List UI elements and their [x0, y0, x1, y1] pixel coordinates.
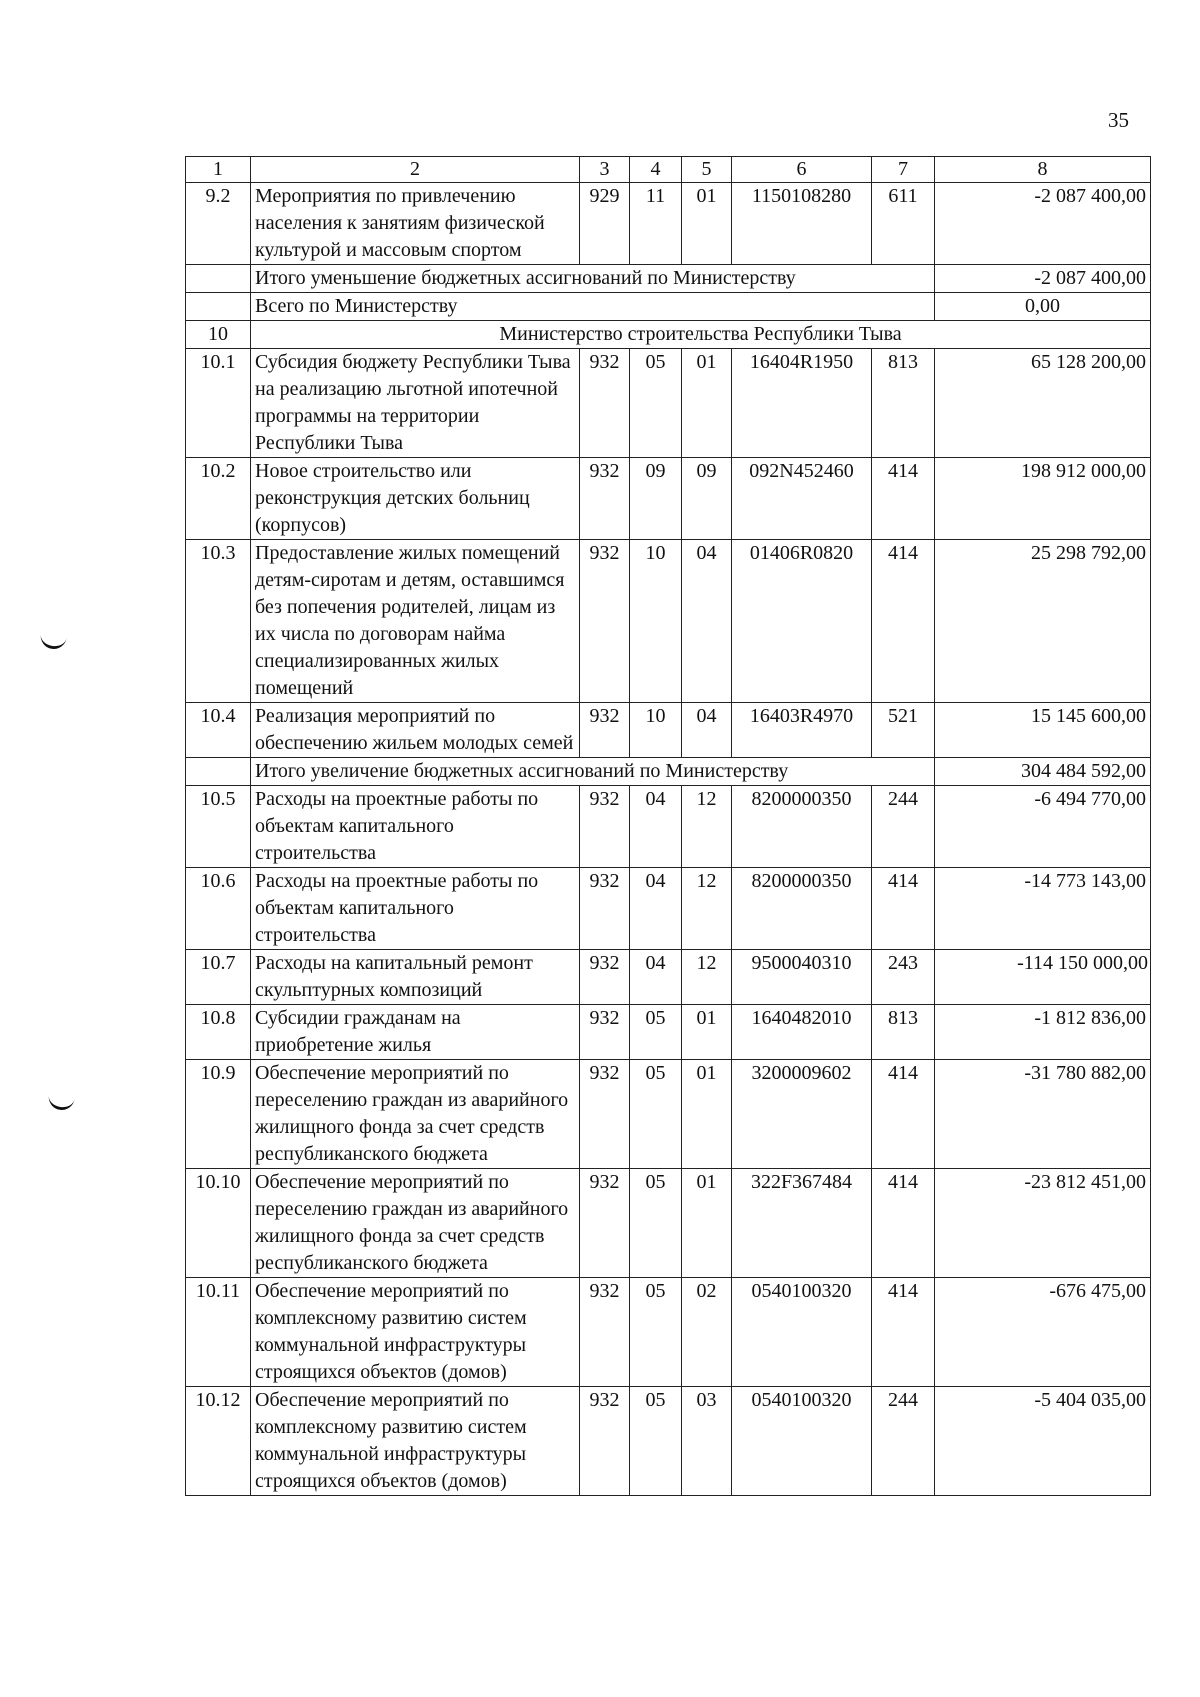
row-number: 10.8: [186, 1005, 251, 1060]
row-name: Обеспечение мероприятий по комплексному развитию систем коммунальной инфраструктуры строящихся объектов (домов): [251, 1278, 580, 1387]
cell-c3: 932: [580, 703, 630, 758]
cell-c5: 04: [682, 540, 732, 703]
cell-c7: 243: [872, 950, 935, 1005]
cell-c5: 04: [682, 703, 732, 758]
cell-c4: 09: [630, 458, 682, 540]
row-number: 10.1: [186, 349, 251, 458]
cell-amount: -6 494 770,00: [935, 786, 1151, 868]
cell-c6: 8200000350: [732, 786, 872, 868]
total-label: Итого увеличение бюджетных ассигнований по Министерству: [251, 758, 935, 786]
row-name: Расходы на капитальный ремонт скульптурных композиций: [251, 950, 580, 1005]
cell-c4: 05: [630, 349, 682, 458]
cell-c7: 244: [872, 1387, 935, 1496]
row-number: 10.5: [186, 786, 251, 868]
cell-amount: 65 128 200,00: [935, 349, 1151, 458]
row-name: Обеспечение мероприятий по переселению граждан из аварийного жилищного фонда за счет средств республиканского бюджета: [251, 1060, 580, 1169]
cell-c6: 01406R0820: [732, 540, 872, 703]
cell-c5: 12: [682, 786, 732, 868]
cell-c5: 09: [682, 458, 732, 540]
total-label: Всего по Министерству: [251, 293, 935, 321]
row-number: 9.2: [186, 183, 251, 265]
table-row: [186, 540, 1151, 703]
row-name: Предоставление жилых помещений детям-сиротам и детям, оставшимся без попечения родителей, лицам из их числа по договорам найма специализированных жилых помещений: [251, 540, 580, 703]
cell-c4: 05: [630, 1278, 682, 1387]
cell-c6: 16403R4970: [732, 703, 872, 758]
cell-c3: 932: [580, 950, 630, 1005]
total-label: Итого уменьшение бюджетных ассигнований по Министерству: [251, 265, 935, 293]
cell-c3: 932: [580, 458, 630, 540]
column-header-row: [186, 157, 1151, 183]
row-number: 10.11: [186, 1278, 251, 1387]
total-decrease-row: [186, 265, 1151, 293]
table-row: [186, 786, 1151, 868]
cell-c4: 10: [630, 703, 682, 758]
row-number: 10.7: [186, 950, 251, 1005]
cell-c7: 813: [872, 349, 935, 458]
cell-c6: 322F367484: [732, 1169, 872, 1278]
cell-c4: 05: [630, 1060, 682, 1169]
cell-c6: 1640482010: [732, 1005, 872, 1060]
cell-c4: 05: [630, 1169, 682, 1278]
cell-amount: 25 298 792,00: [935, 540, 1151, 703]
cell-c7: 414: [872, 458, 935, 540]
cell-c6: 092N452460: [732, 458, 872, 540]
table-row: [186, 458, 1151, 540]
section-title: Министерство строительства Республики Тыва: [251, 321, 1151, 349]
table-row: [186, 1005, 1151, 1060]
cell-c6: 1150108280: [732, 183, 872, 265]
row-name: Новое строительство или реконструкция детских больниц (корпусов): [251, 458, 580, 540]
cell-amount: -23 812 451,00: [935, 1169, 1151, 1278]
cell-c3: 929: [580, 183, 630, 265]
table-row: [186, 183, 1151, 265]
section-header-row: [186, 321, 1151, 349]
row-number: 10.10: [186, 1169, 251, 1278]
cell-amount: -2 087 400,00: [935, 183, 1151, 265]
scan-artifact-mark: [39, 632, 67, 650]
column-header: 6: [732, 157, 872, 183]
cell-c7: 521: [872, 703, 935, 758]
row-name: Мероприятия по привлечению населения к занятиям физической культурой и массовым спортом: [251, 183, 580, 265]
cell-amount: -14 773 143,00: [935, 868, 1151, 950]
cell-amount: -1 812 836,00: [935, 1005, 1151, 1060]
total-value: -2 087 400,00: [935, 265, 1151, 293]
row-name: Расходы на проектные работы по объектам капитального строительства: [251, 786, 580, 868]
cell-c7: 414: [872, 868, 935, 950]
column-header: 8: [935, 157, 1151, 183]
row-name: Субсидии гражданам на приобретение жилья: [251, 1005, 580, 1060]
column-header: 3: [580, 157, 630, 183]
cell-c4: 04: [630, 950, 682, 1005]
scan-artifact-mark: [47, 1093, 75, 1111]
total-value: 304 484 592,00: [935, 758, 1151, 786]
cell-amount: -31 780 882,00: [935, 1060, 1151, 1169]
cell-amount: 198 912 000,00: [935, 458, 1151, 540]
row-name: Субсидия бюджету Республики Тыва на реализацию льготной ипотечной программы на территории Республики Тыва: [251, 349, 580, 458]
cell-c4: 04: [630, 868, 682, 950]
cell-c5: 02: [682, 1278, 732, 1387]
cell-c4: 04: [630, 786, 682, 868]
row-number: 10.3: [186, 540, 251, 703]
table-row: [186, 1387, 1151, 1496]
cell-c5: 01: [682, 349, 732, 458]
cell-c3: 932: [580, 1278, 630, 1387]
row-name: Обеспечение мероприятий по комплексному развитию систем коммунальной инфраструктуры строящихся объектов (домов): [251, 1387, 580, 1496]
cell-c6: 0540100320: [732, 1278, 872, 1387]
cell-c4: 05: [630, 1005, 682, 1060]
total-increase-row: [186, 758, 1151, 786]
cell-amount: -5 404 035,00: [935, 1387, 1151, 1496]
cell-c4: 10: [630, 540, 682, 703]
cell-c5: 12: [682, 868, 732, 950]
row-number: 10.4: [186, 703, 251, 758]
cell-c6: 9500040310: [732, 950, 872, 1005]
cell-c3: 932: [580, 786, 630, 868]
row-number: 10.2: [186, 458, 251, 540]
cell-c7: 611: [872, 183, 935, 265]
cell-c6: 8200000350: [732, 868, 872, 950]
total-all-row: [186, 293, 1151, 321]
cell-c7: 244: [872, 786, 935, 868]
cell-c3: 932: [580, 1387, 630, 1496]
cell-c4: 11: [630, 183, 682, 265]
section-number: 10: [186, 321, 251, 349]
cell-c7: 414: [872, 1060, 935, 1169]
row-number: 10.9: [186, 1060, 251, 1169]
column-header: 5: [682, 157, 732, 183]
table-row: [186, 1169, 1151, 1278]
column-header: 1: [186, 157, 251, 183]
cell-amount: -114 150 000,00: [935, 950, 1151, 1005]
cell-c6: 0540100320: [732, 1387, 872, 1496]
table-row: [186, 1060, 1151, 1169]
budget-table: [185, 156, 1151, 1496]
cell-c6: 3200009602: [732, 1060, 872, 1169]
table-row: [186, 950, 1151, 1005]
cell-amount: 15 145 600,00: [935, 703, 1151, 758]
cell-c7: 414: [872, 540, 935, 703]
cell-c5: 03: [682, 1387, 732, 1496]
row-name: Обеспечение мероприятий по переселению граждан из аварийного жилищного фонда за счет средств республиканского бюджета: [251, 1169, 580, 1278]
cell-c3: 932: [580, 1060, 630, 1169]
cell-c3: 932: [580, 1005, 630, 1060]
cell-c5: 12: [682, 950, 732, 1005]
cell-c3: 932: [580, 1169, 630, 1278]
cell-c3: 932: [580, 868, 630, 950]
column-header: 2: [251, 157, 580, 183]
table-row: [186, 868, 1151, 950]
cell-c5: 01: [682, 1169, 732, 1278]
cell-c7: 813: [872, 1005, 935, 1060]
table-row: [186, 1278, 1151, 1387]
cell-c3: 932: [580, 540, 630, 703]
table-row: [186, 703, 1151, 758]
cell-c5: 01: [682, 1060, 732, 1169]
column-header: 7: [872, 157, 935, 183]
cell-c5: 01: [682, 1005, 732, 1060]
table-row: [186, 349, 1151, 458]
row-name: Расходы на проектные работы по объектам капитального строительства: [251, 868, 580, 950]
column-header: 4: [630, 157, 682, 183]
cell-c4: 05: [630, 1387, 682, 1496]
row-number: 10.12: [186, 1387, 251, 1496]
page-number: 35: [1108, 108, 1129, 132]
cell-c3: 932: [580, 349, 630, 458]
row-name: Реализация мероприятий по обеспечению жильем молодых семей: [251, 703, 580, 758]
cell-c5: 01: [682, 183, 732, 265]
total-value: 0,00: [935, 293, 1151, 321]
cell-c6: 16404R1950: [732, 349, 872, 458]
row-number: 10.6: [186, 868, 251, 950]
cell-amount: -676 475,00: [935, 1278, 1151, 1387]
cell-c7: 414: [872, 1169, 935, 1278]
cell-c7: 414: [872, 1278, 935, 1387]
